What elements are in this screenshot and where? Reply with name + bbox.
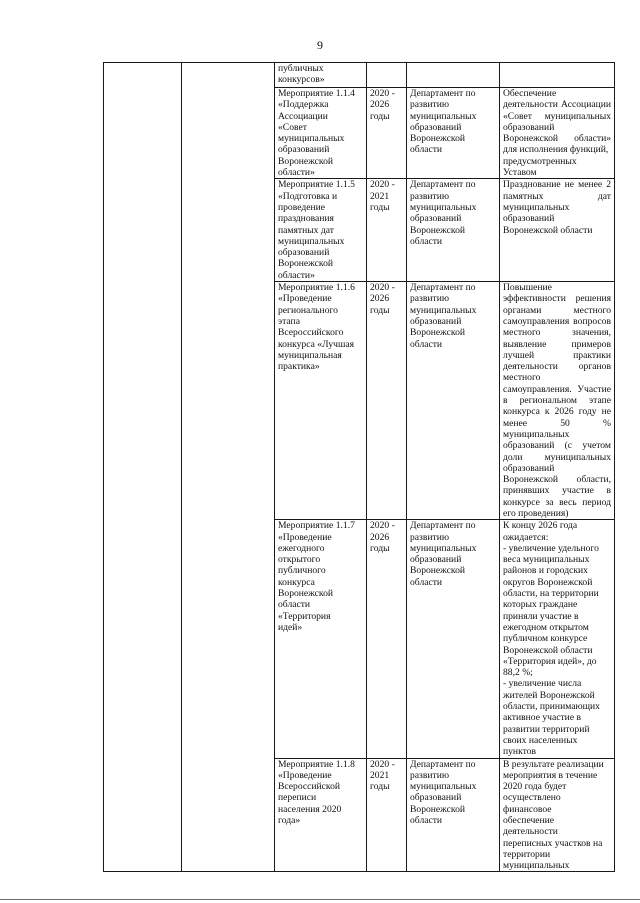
period-cell	[367, 520, 407, 758]
number-column-cell	[104, 63, 182, 872]
result-cell	[500, 63, 615, 88]
event-text: Мероприятие 1.1.5 «Подготовка и проведение празднования памятных дат муниципальных образований Воронежской области»	[278, 179, 355, 281]
result-text: Празднование не менее 2 памятных дат муниципальных образований Воронежской области	[503, 179, 611, 236]
period-text: 2020 - 2021 годы	[370, 179, 395, 213]
result-text: Повышение эффективности решения органами местного самоуправления вопросов местного значения, выявление примеров лучшей практики деятельности органов местного самоуправления. Участие в региональном этапе конкурса к 2026 году не менее 50 % муниципальных образований (с учетом доли муниципальных образований Воронежской области, принявших участие в конкурсе за весь период его проведения)	[503, 282, 611, 519]
event-text: Мероприятие 1.1.7 «Проведение ежегодного открытого публичного конкурса Воронежской области «Территория идей»	[278, 520, 355, 633]
event-cell	[275, 179, 367, 282]
event-text: Мероприятие 1.1.6 «Проведение регионального этапа Всероссийского конкурса «Лучшая муниципальная практика»	[278, 282, 355, 373]
result-cell	[500, 88, 615, 179]
result-cell	[500, 520, 615, 758]
result-cell	[500, 282, 615, 520]
executor-cell	[407, 758, 500, 872]
program-table	[103, 62, 615, 872]
table-row	[104, 63, 615, 88]
result-text: Обеспечение деятельности Ассоциации «Совет муниципальных образований Воронежской области» для исполнения функций, предусмотренных Уставом	[503, 88, 611, 179]
executor-cell	[407, 63, 500, 88]
period-text: 2020 - 2021 годы	[370, 758, 395, 793]
result-cell	[500, 179, 615, 282]
result-cell	[500, 758, 615, 872]
executor-text: Департамент по развитию муниципальных образований Воронежской области	[410, 520, 477, 588]
period-cell	[367, 758, 407, 872]
program-column-cell	[182, 63, 275, 872]
executor-text: Департамент по развитию муниципальных образований Воронежской области	[410, 179, 477, 247]
executor-text: Департамент по развитию муниципальных образований Воронежской области	[410, 88, 477, 156]
event-cell	[275, 520, 367, 758]
period-cell	[367, 282, 407, 520]
period-cell	[367, 88, 407, 179]
executor-text: Департамент по развитию муниципальных образований Воронежской области	[410, 758, 477, 826]
result-text: К концу 2026 года ожидается: - увеличение удельного веса муниципальных районов и городских округов Воронежской области, на территории которых граждане приняли участие в ежегодном открытом публичном конкурсе Воронежской области «Территория идей», до 88,2 %; - увеличение числа жителей Воронежской области, принимающих активное участие в развитии территорий своих населенных пунктов	[503, 520, 600, 758]
event-cell	[275, 282, 367, 520]
result-text: В результате реализации мероприятия в течение 2020 года будет осуществлено финансовое обеспечение деятельности переписных участков на территории муниципальных	[503, 758, 604, 872]
event-cell	[275, 758, 367, 872]
event-text: Мероприятие 1.1.8 «Проведение Всероссийской переписи населения 2020 года»	[278, 758, 355, 826]
executor-cell	[407, 88, 500, 179]
event-cell	[275, 88, 367, 179]
period-text: 2020 - 2026 годы	[370, 88, 395, 122]
executor-cell	[407, 282, 500, 520]
period-cell	[367, 63, 407, 88]
page-number: 9	[317, 38, 323, 52]
event-text: публичных конкурсов»	[278, 63, 325, 86]
event-text: Мероприятие 1.1.4 «Поддержка Ассоциации «Совет муниципальных образований Воронежской области»	[278, 88, 355, 179]
period-text: 2020 - 2026 годы	[370, 282, 395, 316]
executor-cell	[407, 179, 500, 282]
executor-text: Департамент по развитию муниципальных образований Воронежской области	[410, 282, 477, 350]
executor-cell	[407, 520, 500, 758]
event-cell	[275, 63, 367, 88]
page-bottom-edge	[0, 899, 640, 900]
period-text: 2020 - 2026 годы	[370, 520, 395, 554]
period-cell	[367, 179, 407, 282]
